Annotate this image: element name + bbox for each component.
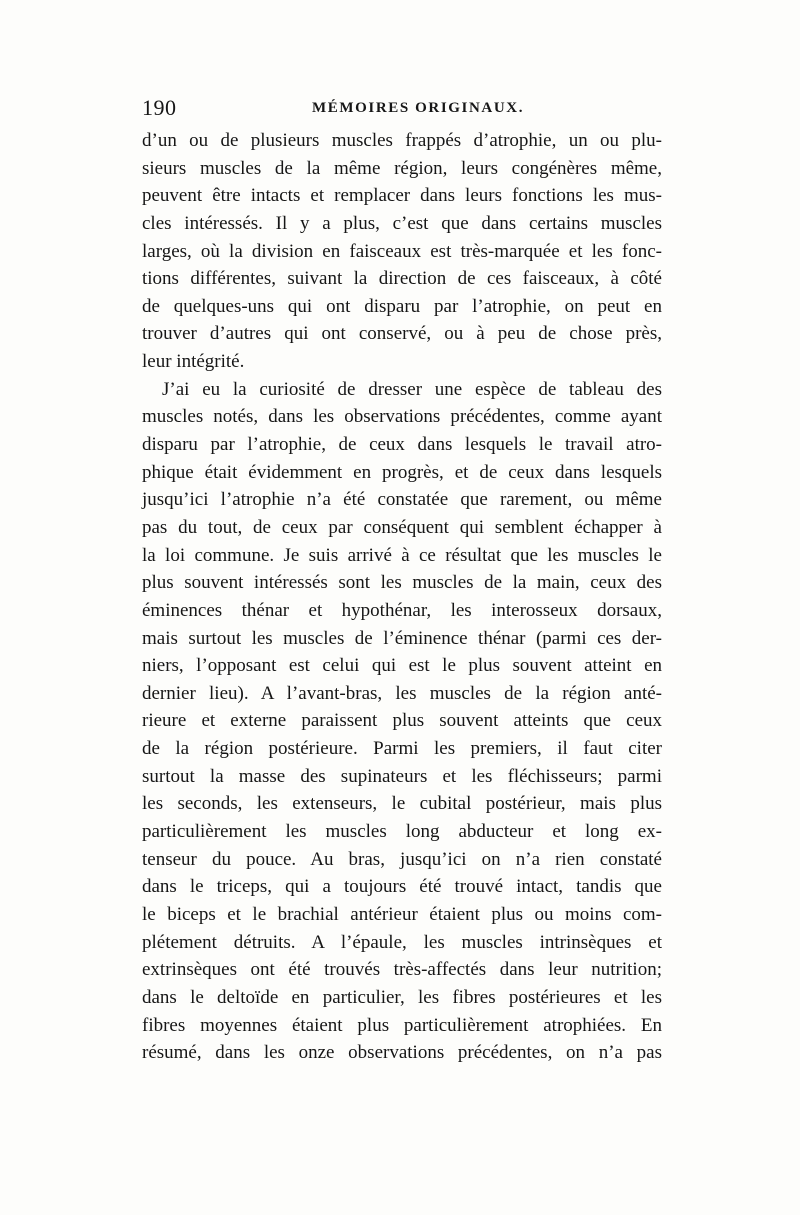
text-line: éminences thénar et hypothénar, les interosseux dorsaux, bbox=[142, 599, 662, 621]
text-line: cles intéressés. Il y a plus, c’est que dans certains muscles bbox=[142, 212, 662, 234]
page-header bbox=[142, 95, 662, 125]
paragraph-end-line: leur intégrité. bbox=[142, 351, 245, 373]
text-line: dans le triceps, qui a toujours été trouvé intact, tandis que bbox=[142, 876, 662, 898]
text-line: tenseur du pouce. Au bras, jusqu’ici on n’a rien constaté bbox=[142, 848, 662, 870]
text-line: sieurs muscles de la même région, leurs congénères même, bbox=[142, 157, 662, 179]
text-line: tions différentes, suivant la direction de ces faisceaux, à côté bbox=[142, 268, 662, 290]
running-head: MÉMOIRES ORIGINAUX. bbox=[312, 100, 525, 116]
text-line: extrinsèques ont été trouvés très-affectés dans leur nutrition; bbox=[142, 959, 662, 981]
text-line: trouver d’autres qui ont conservé, ou à peu de chose près, bbox=[142, 323, 662, 345]
text-line: les seconds, les extenseurs, le cubital postérieur, mais plus bbox=[142, 793, 662, 815]
text-line: la loi commune. Je suis arrivé à ce résultat que les muscles le bbox=[142, 544, 662, 566]
text-line: surtout la masse des supinateurs et les fléchisseurs; parmi bbox=[142, 765, 662, 787]
text-line: larges, où la division en faisceaux est très-marquée et les fonc- bbox=[142, 240, 662, 262]
text-line: le biceps et le brachial antérieur étaient plus ou moins com- bbox=[142, 903, 662, 925]
text-line: niers, l’opposant est celui qui est le plus souvent atteint en bbox=[142, 655, 662, 677]
text-line: disparu par l’atrophie, de ceux dans lesquels le travail atro- bbox=[142, 434, 662, 456]
text-line: particulièrement les muscles long abducteur et long ex- bbox=[142, 821, 662, 843]
page-number: 190 bbox=[142, 95, 177, 120]
text-line: phique était évidemment en progrès, et de ceux dans lesquels bbox=[142, 461, 662, 483]
text-line: d’un ou de plusieurs muscles frappés d’atrophie, un ou plu- bbox=[142, 130, 662, 151]
text-line: de quelques-uns qui ont disparu par l’atrophie, on peut en bbox=[142, 295, 662, 317]
text-line: muscles notés, dans les observations précédentes, comme ayant bbox=[142, 406, 662, 428]
text-line: résumé, dans les onze observations précédentes, on n’a pas bbox=[142, 1042, 662, 1064]
body-text bbox=[142, 127, 662, 1067]
text-line: peuvent être intacts et remplacer dans leurs fonctions les mus- bbox=[142, 185, 662, 207]
text-line: pas du tout, de ceux par conséquent qui semblent échapper à bbox=[142, 516, 662, 538]
text-line: plus souvent intéressés sont les muscles de la main, ceux des bbox=[142, 572, 662, 594]
text-line: rieure et externe paraissent plus souvent atteints que ceux bbox=[142, 710, 662, 732]
text-line: jusqu’ici l’atrophie n’a été constatée que rarement, ou même bbox=[142, 489, 662, 511]
text-line: de la région postérieure. Parmi les premiers, il faut citer bbox=[142, 738, 662, 760]
paragraph-start-line: J’ai eu la curiosité de dresser une espèce de tableau des bbox=[162, 378, 662, 400]
text-line: fibres moyennes étaient plus particulièrement atrophiées. En bbox=[142, 1014, 662, 1036]
text-line: plétement détruits. A l’épaule, les muscles intrinsèques et bbox=[142, 931, 662, 953]
text-line: mais surtout les muscles de l’éminence thénar (parmi ces der- bbox=[142, 627, 662, 649]
text-line: dernier lieu). A l’avant-bras, les muscles de la région anté- bbox=[142, 682, 662, 704]
text-line: dans le deltoïde en particulier, les fibres postérieures et les bbox=[142, 986, 662, 1008]
